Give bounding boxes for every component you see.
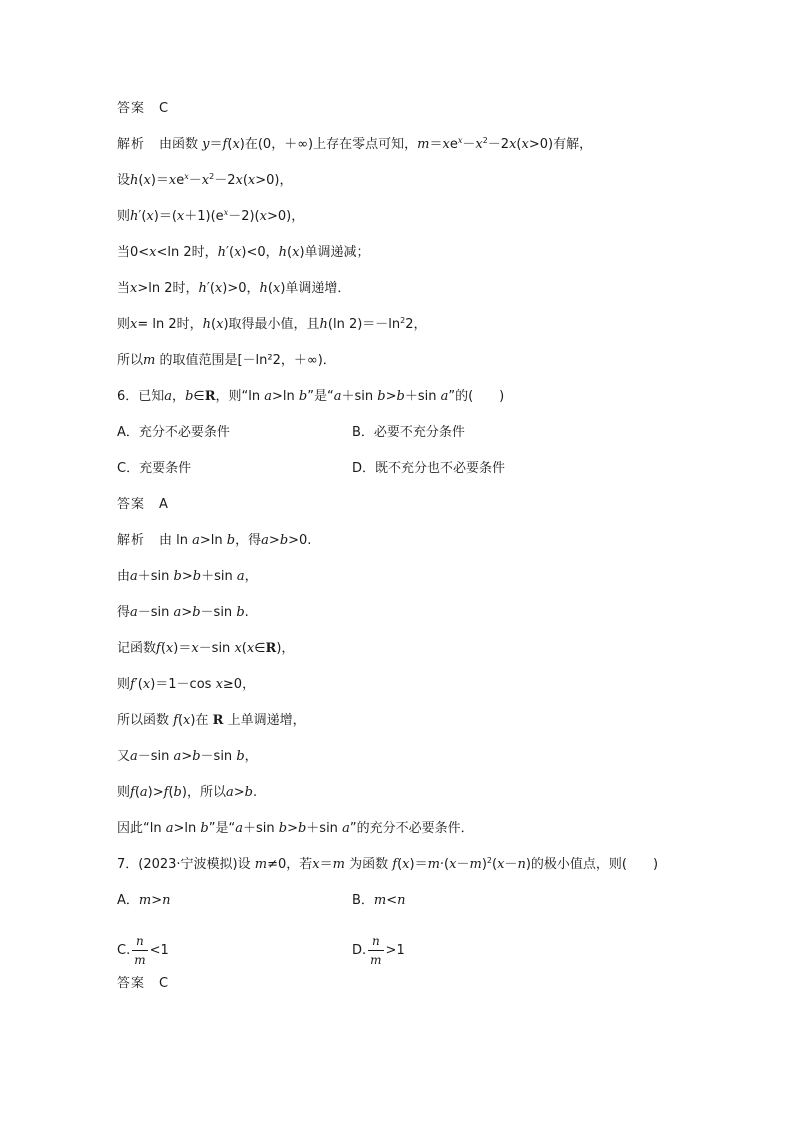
text: 上单调递增， [227,713,306,728]
text: 又 [117,749,131,764]
text: >ln 2时， [137,281,199,296]
text: 在 [195,713,209,728]
text: 的取值范围是[－ln²2，＋∞)． [159,353,336,368]
q7-answer-value: C [159,976,169,991]
text: 为函数 [349,857,389,872]
text: = ln 2时， [137,317,203,332]
q6-analysis-line-1: 解析 由 ln a>ln b，得a>b>0. [117,533,312,548]
text: ，所以 [186,785,226,800]
answer-label: 答案 [117,101,146,116]
analysis-label: 解析 [117,533,146,548]
q5-answer-line [117,100,168,118]
text: 上存在零点可知， [313,137,418,152]
q7-stem: 7．(2023·宁波模拟)设 m≠0，若x＝m 为函数 $f(x)=m\cdot(x-m)^2(x-n)$的极小值点，则( ) [117,856,659,872]
q5-analysis-line-3: 则$h'(x)=(x+1)(e^x-2)(x>0)$， [117,208,305,224]
q6-analysis-line-8: 则f(a)>f(b)，所以a>b. [117,785,258,800]
text: ”的充分不必要条件． [349,821,474,836]
text: 单调递增． [285,281,351,296]
text: 的极小值点，则( ) [530,857,659,872]
text: B． [352,893,374,908]
q6-analysis-line-5: 则f′(x)＝1－cos x≥0， [117,677,256,692]
q5-analysis-line-5: 当x>ln 2时，h′(x)>0，h(x)单调递增． [117,281,351,296]
text: 则 [117,317,131,332]
q6-option-a: A．充分不必要条件 [117,425,230,440]
q7-option-a: A．m>n [117,893,171,908]
q6-analysis-line-9: 因此“ln a>ln b”是“a＋sin b>b＋sin a”的充分不必要条件． [117,821,474,836]
text: 记函数 [117,641,157,656]
text: C. [117,943,131,958]
q7-answer-line [117,975,168,993]
q5-answer-value: C [159,101,169,116]
text: 7．(2023·宁波模拟)设 [117,857,251,872]
text: 有解， [553,137,593,152]
text: 当0< [117,245,150,260]
text: 6．已知 [117,389,165,404]
q7-option-b: B．m<n [352,893,406,908]
q6-analysis-line-6: 所以函数 f(x)在 R 上单调递增， [117,713,306,728]
text: 单调递减； [304,245,370,260]
q6-analysis-line-4: 记函数f(x)＝x－sin x(x∈R)， [117,641,295,656]
text: 当 [117,281,131,296]
q7-option-d: D. $\frac{n}{m}$ >1 [352,934,405,967]
text: <ln 2时， [156,245,218,260]
text: 由函数 [159,137,199,152]
text: ，则“ln [215,389,261,404]
q5-analysis-line-6: 则x= ln 2时，h(x)取得最小值，且h(ln $2)=-\ln^22$， [117,316,427,332]
text: ，得 [235,533,262,548]
text: 取得最小值，且 [228,317,320,332]
fraction-n-over-m: $\frac{n}{m}$ [370,934,382,967]
q5-analysis-line-7: 所以m 的取值范围是[－ln²2，＋∞)． [117,353,336,368]
text: 得 [117,605,131,620]
answer-label: 答案 [117,976,146,991]
text: A． [117,893,139,908]
q6-answer-line [117,496,168,514]
q6-analysis-line-7: 又a－sin a>b－sin b， [117,749,258,764]
q6-option-d: D．既不充分也不必要条件 [352,461,506,476]
q6-analysis-line-2: 由a＋sin b>b＋sin a， [117,569,258,584]
text: 由 [117,569,131,584]
text: 由 ln [159,533,188,548]
text: D. [352,943,367,958]
text: 因此“ln [117,821,162,836]
text: ，若 [286,857,313,872]
q6-analysis-line-3: 得a－sin a>b－sin b. [117,605,249,620]
text: 则 [117,677,131,692]
text: ”的( ) [448,389,505,404]
q6-option-c: C．充要条件 [117,461,192,476]
q5-analysis-line-4: 当0<x<ln 2时，h′(x)<0，h(x)单调递减； [117,245,370,260]
q5-analysis-line-1: 解析 由函数 y＝f(x)在(0，＋∞)上存在零点可知，$m=xe^x-x^2-2x(x>0)$有解， [117,136,593,152]
text: 设 [117,173,131,188]
q7-option-c: C. $\frac{n}{m}$ <1 [117,934,169,967]
q6-stem: 6．已知a，b∈R，则“ln a>ln b”是“a＋sin b>b＋sin a”的( ) [117,389,505,404]
q6-option-b: B．必要不充分条件 [352,425,465,440]
fraction-n-over-m: $\frac{n}{m}$ [134,934,146,967]
text: 所以 [117,353,144,368]
text: 所以函数 [117,713,170,728]
answer-label: 答案 [117,497,146,512]
q6-answer-value: A [159,497,168,512]
q5-analysis-line-2: 设$h(x)=xe^x-x^2-2x(x>0)$， [117,172,293,188]
text: 则 [117,785,131,800]
analysis-label: 解析 [117,137,146,152]
text: 则 [117,209,131,224]
